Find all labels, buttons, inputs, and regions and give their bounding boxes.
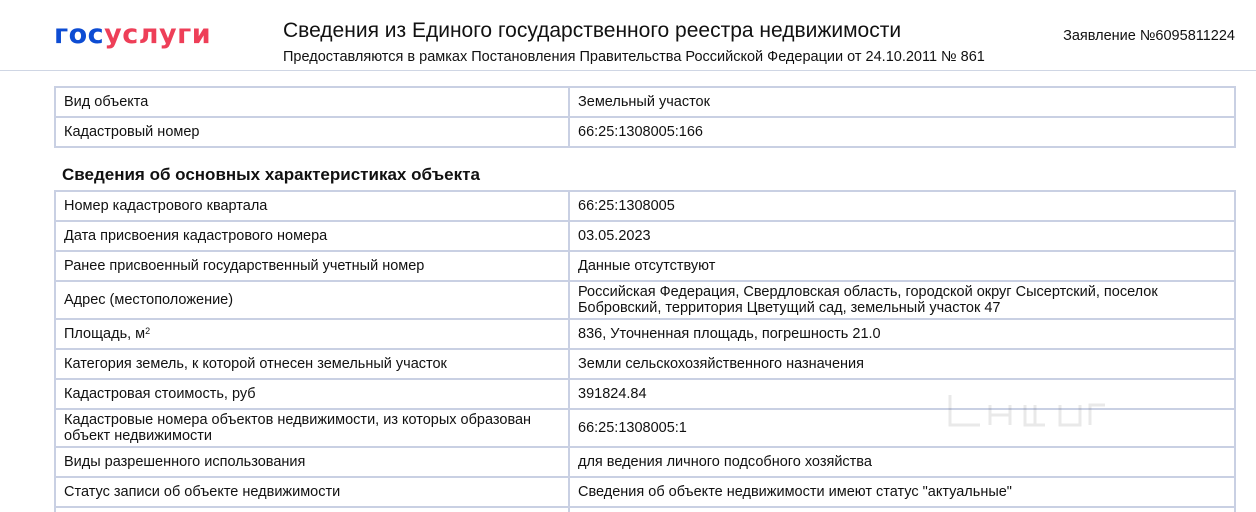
table-row — [55, 409, 1235, 447]
area-label-text: Площадь, м — [64, 326, 146, 342]
row-label: Кадастровая стоимость, руб — [55, 379, 569, 409]
row-value: для ведения личного подсобного хозяйства — [569, 447, 1235, 477]
section-title: Сведения об основных характеристиках объекта — [62, 165, 480, 184]
row-value: 66:25:1308005:1 — [569, 409, 1235, 447]
table-row — [55, 379, 1235, 409]
document-title: Сведения из Единого государственного реестра недвижимости — [283, 19, 902, 42]
logo-part-gos: гос — [54, 19, 105, 50]
object-identity-table — [54, 86, 1236, 148]
gosuslugi-logo — [54, 19, 211, 51]
table-row — [55, 221, 1235, 251]
table-row — [55, 87, 1235, 117]
row-value: 66:25:1308005:166 — [569, 117, 1235, 147]
row-label: Номер кадастрового квартала — [55, 191, 569, 221]
logo-part-uslugi: услуги — [104, 19, 212, 50]
row-label: Категория земель, к которой отнесен земельный участок — [55, 349, 569, 379]
row-value: Российская Федерация, Свердловская область, городской округ Сысертский, поселок Бобровский, территория Цветущий сад, земельный участок 47 — [569, 281, 1235, 319]
document-header — [0, 0, 1256, 71]
document-subtitle: Предоставляются в рамках Постановления Правительства Российской Федерации от 24.10.2011 № 861 — [283, 49, 985, 65]
row-label: Адрес (местоположение) — [55, 281, 569, 319]
table-row — [55, 477, 1235, 507]
row-label: Дата присвоения кадастрового номера — [55, 221, 569, 251]
row-value: 391824.84 — [569, 379, 1235, 409]
area-unit-superscript: 2 — [145, 326, 151, 336]
row-value: Земельный участок — [569, 87, 1235, 117]
row-value: 66:25:1308005 — [569, 191, 1235, 221]
characteristics-table — [54, 190, 1236, 512]
table-row — [55, 447, 1235, 477]
row-label — [55, 507, 569, 512]
application-number: Заявление №6095811224 — [1063, 28, 1235, 44]
table-row — [55, 507, 1235, 512]
table-row — [55, 281, 1235, 319]
row-value: Сведения об объекте недвижимости имеют статус "актуальные" — [569, 477, 1235, 507]
row-value: Земли сельскохозяйственного назначения — [569, 349, 1235, 379]
row-value: Данные отсутствуют — [569, 251, 1235, 281]
row-label: Ранее присвоенный государственный учетный номер — [55, 251, 569, 281]
row-label: Вид объекта — [55, 87, 569, 117]
row-label — [55, 319, 569, 349]
row-label: Статус записи об объекте недвижимости — [55, 477, 569, 507]
table-row — [55, 319, 1235, 349]
row-label: Виды разрешенного использования — [55, 447, 569, 477]
table-row — [55, 191, 1235, 221]
row-value: 03.05.2023 — [569, 221, 1235, 251]
table-row — [55, 251, 1235, 281]
table-row — [55, 349, 1235, 379]
row-value: 836, Уточненная площадь, погрешность 21.0 — [569, 319, 1235, 349]
row-value — [569, 507, 1235, 512]
table-row — [55, 117, 1235, 147]
row-label: Кадастровые номера объектов недвижимости, из которых образован объект недвижимости — [55, 409, 569, 447]
row-label: Кадастровый номер — [55, 117, 569, 147]
